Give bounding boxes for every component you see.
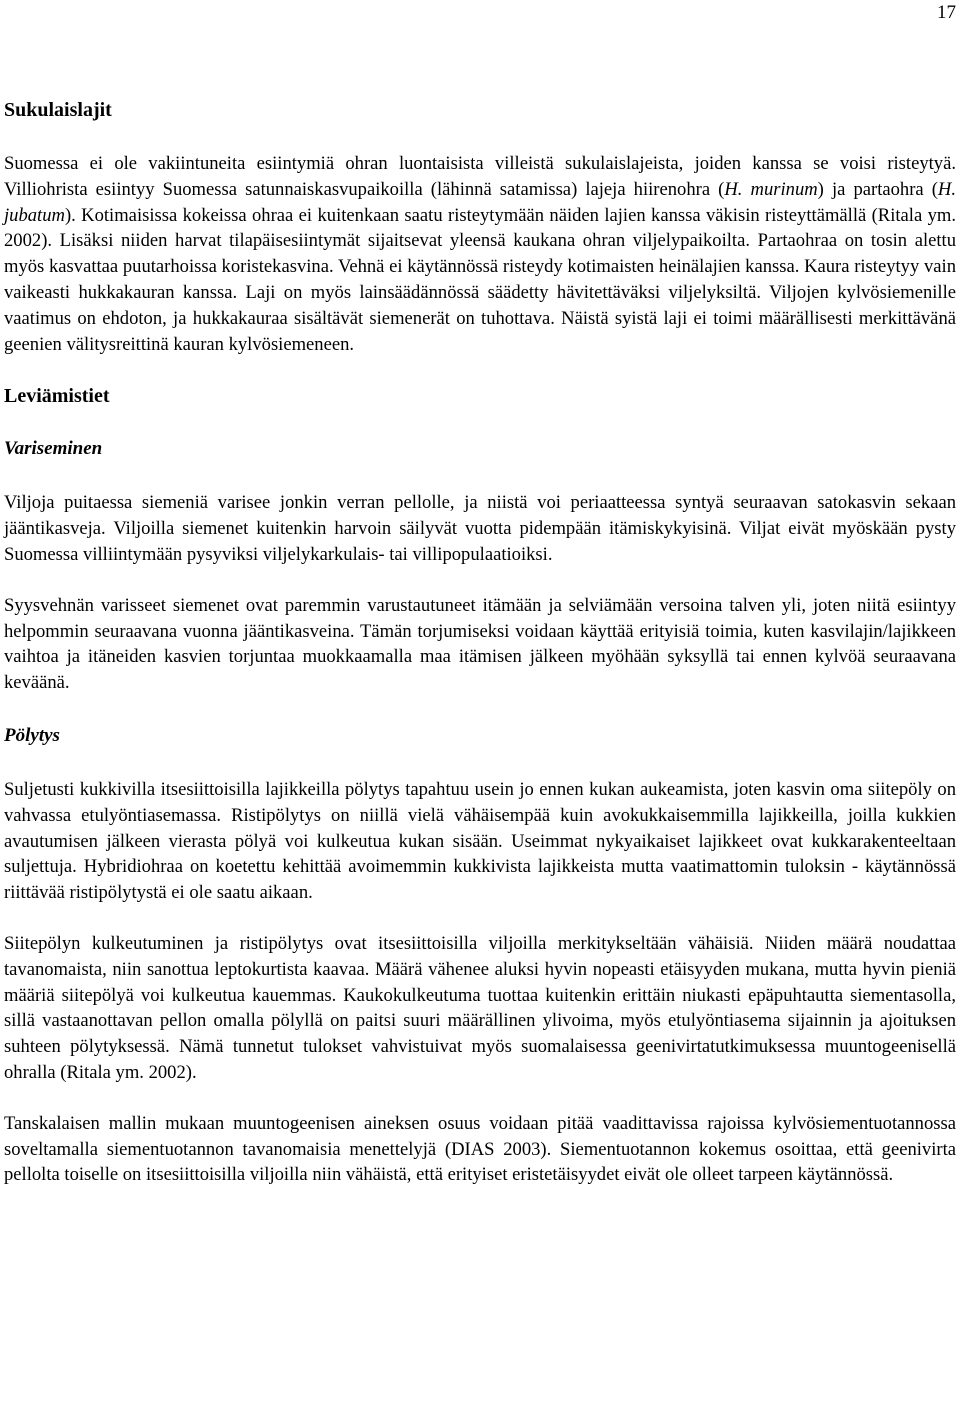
text-run: ) ja partaohra ( — [817, 178, 938, 200]
heading-leviamistiet: Leviämistiet — [4, 385, 110, 408]
paragraph-variseminen-1: Viljoja puitaessa siemeniä varisee jonkin verran pellolle, ja niistä voi periaatteessa syntyä seuraavan satokasvin sekaan jääntikasveja. Viljoilla siemenet kuitenkin harvoin säilyvät vuotta pidempään itämiskykyisinä. Viljat eivät myöskään pysty Suomessa villiintymään pysyviksi viljelykarkulais- tai villipopulaatioiksi. — [4, 492, 956, 565]
subheading-polytys: Pölytys — [4, 724, 60, 746]
heading-sukulaislajit: Sukulaislajit — [4, 99, 112, 121]
text-run: Suomessa ei ole vakiintuneita esiintymiä ohran luontaisista villeistä sukulaislajeista, joiden kanssa se voisi risteytyä. Villiohrista esiintyy Suomessa satunnaiskasvupaikoilla (lähinnä satamissa) lajeja hiirenohra ( — [4, 153, 956, 200]
species-name-jubatum: H. jubatum — [4, 178, 956, 226]
paragraph-polytys-3: Tanskalaisen mallin mukaan muuntogeenisen aineksen osuus voidaan pitää vaadittavissa rajoissa kylvösiementuotannossa soveltamalla siementuotannon tavanomaisia menettelyjä (DIAS 2003). Siementuotannon kokemus osoittaa, että geenivirta pellolta toiselle on itsesiittoisilla viljoilla niin vähäistä, että erityiset eristetäisyydet eivät ole olleet tarpeen käytännössä. — [4, 1112, 956, 1186]
paragraph-sukulaislajit — [4, 151, 956, 357]
text-run: ). Kotimaisissa kokeissa ohraa ei kuitenkaan saatu risteytymään näiden lajien kanssa väkisin risteyttämällä (Ritala ym. 2002). Lisäksi niiden harvat tilapäisesiintymät sijaitsevat yleensä kaukana ohran viljelypaikoilta. Partaohraa on tosin alettu myös kasvattaa puutarhoissa koristekasvina. Vehnä ei käytännössä risteydy kotimaisten heinälajien kanssa. Kaura risteytyy vain vaikeasti hukkakauran kanssa. Laji on myös lainsäädännössä säädetty hävitettäväksi viljelyksiltä. Viljojen kylvösiemenille vaatimus on ehdoton, ja hukkakauraa sisältävät siemenerät on tuhottava. Näistä syistä laji ei toimi määrällisesti merkittävänä geenien välitysreittinä kauran kylvösiemeneen. — [4, 204, 956, 355]
paragraph-polytys-2: Siitepölyn kulkeutuminen ja ristipölytys ovat itsesiittoisilla viljoilla merkitykseltään vähäisiä. Niiden määrä noudattaa tavanomaista, niin sanottua leptokurtista kaavaa. Määrä vähenee aluksi hyvin nopeasti etäisyyden mukana, mutta hyvin pieniä määriä siitepölyä voi kulkeutua kauemmas. Kaukokulkeutuma tuottaa kuitenkin erittäin niukasti epäpuhtautta siementasolla, sillä vastaanottavan pellon omalla pölyllä on paitsi suuri määrällinen ylivoima, myös etulyöntiasema sijainnin ja ajoituksen suhteen pölytyksessä. Nämä tunnetut tulokset vahvistuivat myös suomalaisessa geenivirtatutkimuksessa muuntogeenisellä ohralla (Ritala ym. 2002). — [4, 932, 956, 1083]
page-number: 17 — [937, 2, 956, 23]
paragraph-variseminen-2: Syysvehnän varisseet siemenet ovat paremmin varustautuneet itämään ja selviämään versoina talven yli, joten niitä esiintyy helpommin seuraavana vuonna jääntikasveina. Tämän torjumiseksi voidaan käyttää erityisiä toimia, kuten kasvilajin/lajikkeen vaihtoa ja itäneiden kasvien torjuntaa muokkaamalla maa itämisen jälkeen myöhään syksyllä tai ennen kylvöä seuraavana keväänä. — [4, 594, 956, 694]
subheading-variseminen: Variseminen — [4, 438, 103, 460]
page-content — [4, 97, 956, 1188]
paragraph-polytys-1: Suljetusti kukkivilla itsesiittoisilla lajikkeilla pölytys tapahtuu usein jo ennen kukan aukeamista, joten kasvin oma siitepöly on vahvassa etulyöntiasemassa. Ristipölytys on niillä vielä vähäisempää kuin avokukkaisemmilla lajikkeilla, joilla kukkien avautumisen jälkeen vierasta pölyä voi kulkeutua kukan sisään. Useimmat nykyaikaiset lajikkeet ovat kukkarakenteeltaan suljettuja. Hybridiohraa on koetettu kehittää avoimemmin kukkivista lajikkeista mutta vaatimattomin tuloksin - käytännössä riittävää ristipölytystä ei ole saatu aikaan. — [4, 778, 956, 904]
species-name-murinum: H. murinum — [724, 178, 818, 200]
